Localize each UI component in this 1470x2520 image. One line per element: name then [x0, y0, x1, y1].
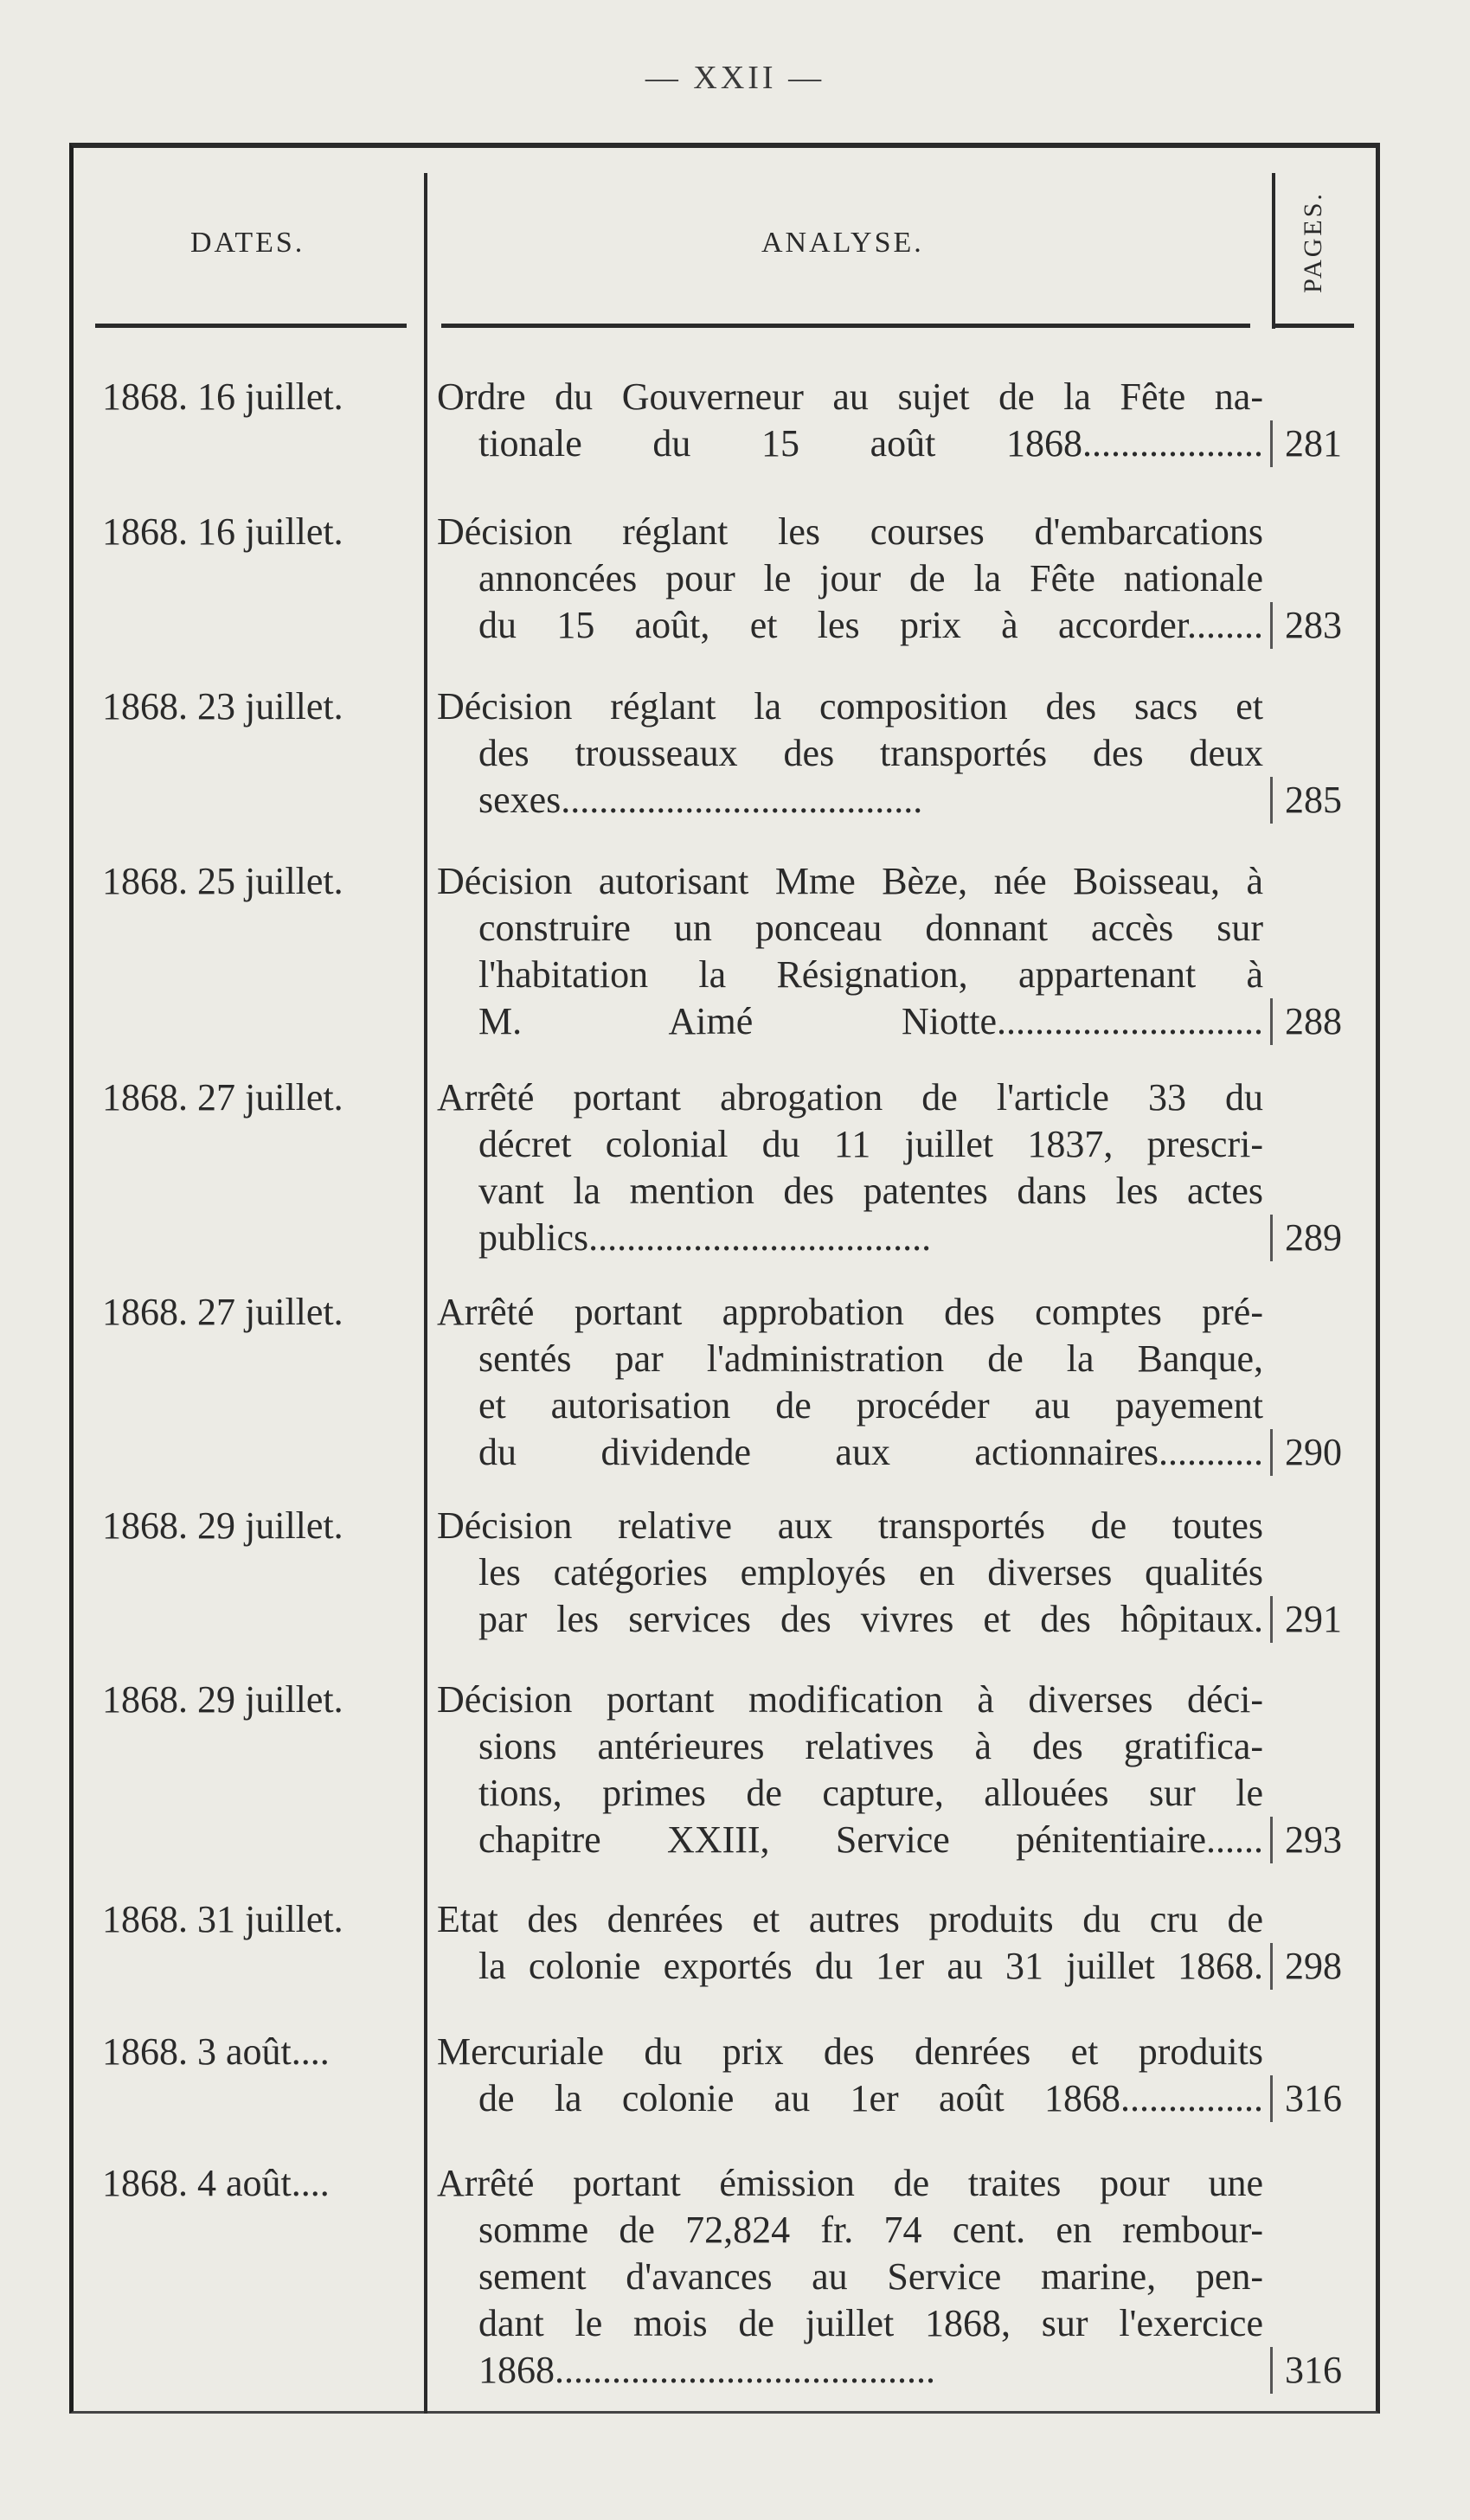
entry-date: 1868. 27 juillet. [102, 1076, 343, 1119]
entry-date: 1868. 29 juillet. [102, 1504, 343, 1547]
entry-page: 283 [1285, 604, 1342, 646]
entry-date: 1868. 3 août.... [102, 2030, 330, 2073]
page-bracket [1270, 1596, 1273, 1643]
entry-analysis [437, 1503, 1263, 1643]
page-bracket [1270, 1215, 1273, 1261]
analysis-line: sexes...................................... [478, 779, 923, 821]
analysis-line: de la colonie au 1er août 1868............... [478, 2077, 1263, 2119]
analysis-line: chapitre XXIII, Service pénitentiaire...... [478, 1818, 1263, 1861]
header-rule-pages [1272, 324, 1354, 328]
entry-analysis [437, 2160, 1263, 2394]
entry-analysis [437, 1289, 1263, 1476]
analysis-line: somme de 72,824 fr. 74 cent. en rembour- [478, 2209, 1263, 2251]
analysis-line: Décision réglant les courses d'embarcations [437, 510, 1263, 553]
analysis-line: des trousseaux des transportés des deux [478, 732, 1263, 774]
entry-page: 285 [1285, 779, 1342, 821]
entry-analysis [437, 1074, 1263, 1261]
entry-page: 281 [1285, 422, 1342, 465]
analysis-line: dant le mois de juillet 1868, sur l'exercice [478, 2302, 1263, 2344]
header-dates: DATES. [190, 227, 305, 259]
entry-analysis [437, 683, 1263, 824]
entry-analysis [437, 509, 1263, 649]
entry-analysis [437, 1896, 1263, 1990]
entry-analysis [437, 858, 1263, 1045]
column-divider-dates [424, 173, 427, 2414]
entry-analysis [437, 374, 1263, 467]
analysis-line: Arrêté portant abrogation de l'article 33 du [437, 1076, 1263, 1119]
entry-page: 289 [1285, 1216, 1342, 1259]
page-bracket [1270, 998, 1273, 1045]
entry-date: 1868. 16 juillet. [102, 510, 343, 553]
page-bracket [1270, 420, 1273, 467]
analysis-line: décret colonial du 11 juillet 1837, prescri- [478, 1123, 1263, 1165]
analysis-line: Arrêté portant approbation des comptes pré- [437, 1291, 1263, 1333]
analysis-line: sentés par l'administration de la Banque, [478, 1337, 1263, 1380]
entry-date: 1868. 16 juillet. [102, 375, 343, 418]
analysis-line: par les services des vivres et des hôpitaux. [478, 1598, 1263, 1640]
analysis-line: Décision réglant la composition des sacs et [437, 685, 1263, 728]
analysis-line: les catégories employés en diverses qualités [478, 1551, 1263, 1593]
entry-page: 316 [1285, 2349, 1342, 2391]
analysis-line: Arrêté portant émission de traites pour une [437, 2162, 1263, 2204]
analysis-line: Mercuriale du prix des denrées et produits [437, 2030, 1263, 2073]
analysis-line: Décision autorisant Mme Bèze, née Boisseau, à [437, 860, 1263, 902]
analysis-line: et autorisation de procéder au payement [478, 1384, 1263, 1427]
entry-page: 298 [1285, 1945, 1342, 1987]
analysis-line: la colonie exportés du 1er au 31 juillet 1868. [478, 1945, 1263, 1987]
entry-page: 291 [1285, 1598, 1342, 1640]
entry-date: 1868. 23 juillet. [102, 685, 343, 728]
analysis-line: sement d'avances au Service marine, pen- [478, 2255, 1263, 2298]
page-bracket [1270, 777, 1273, 824]
entry-page: 316 [1285, 2077, 1342, 2119]
analysis-line: 1868........................................ [478, 2349, 935, 2391]
analysis-line: sions antérieures relatives à des gratifica- [478, 1725, 1263, 1767]
analysis-line: annoncées pour le jour de la Fête nationale [478, 557, 1263, 600]
page-bracket [1270, 1817, 1273, 1863]
page-bracket [1270, 602, 1273, 649]
analysis-line: tionale du 15 août 1868................... [478, 422, 1263, 465]
analysis-line: l'habitation la Résignation, appartenant à [478, 953, 1263, 996]
page-bracket [1270, 1429, 1273, 1476]
entry-analysis [437, 1677, 1263, 1863]
entry-date: 1868. 27 juillet. [102, 1291, 343, 1333]
analysis-line: du 15 août, et les prix à accorder........ [478, 604, 1263, 646]
analysis-line: Ordre du Gouverneur au sujet de la Fête na- [437, 375, 1263, 418]
analysis-line: construire un ponceau donnant accès sur [478, 907, 1263, 949]
page-bracket [1270, 2347, 1273, 2394]
entry-analysis [437, 2029, 1263, 2122]
entry-page: 288 [1285, 1000, 1342, 1042]
column-divider-pages [1272, 173, 1275, 329]
entry-date: 1868. 29 juillet. [102, 1678, 343, 1721]
header-rule-analysis [441, 324, 1250, 328]
header-pages: PAGES. [1299, 191, 1327, 293]
entry-date: 1868. 31 juillet. [102, 1898, 343, 1940]
analysis-line: publics.................................... [478, 1216, 932, 1259]
entry-page: 293 [1285, 1818, 1342, 1861]
page-bracket [1270, 2075, 1273, 2122]
header-rule-dates [95, 324, 407, 328]
page-bracket [1270, 1943, 1273, 1990]
entry-date: 1868. 25 juillet. [102, 860, 343, 902]
analysis-line: du dividende aux actionnaires........... [478, 1431, 1263, 1473]
analysis-line: vant la mention des patentes dans les actes [478, 1170, 1263, 1212]
analysis-line: Etat des denrées et autres produits du cru de [437, 1898, 1263, 1940]
header-analysis: ANALYSE. [761, 227, 924, 259]
analysis-line: M. Aimé Niotte............................ [478, 1000, 1263, 1042]
analysis-line: tions, primes de capture, allouées sur le [478, 1772, 1263, 1814]
entry-date: 1868. 4 août.... [102, 2162, 330, 2204]
analysis-line: Décision relative aux transportés de toutes [437, 1504, 1263, 1547]
entry-page: 290 [1285, 1431, 1342, 1473]
analysis-line: Décision portant modification à diverses déci- [437, 1678, 1263, 1721]
page-number: — XXII — [645, 60, 825, 96]
